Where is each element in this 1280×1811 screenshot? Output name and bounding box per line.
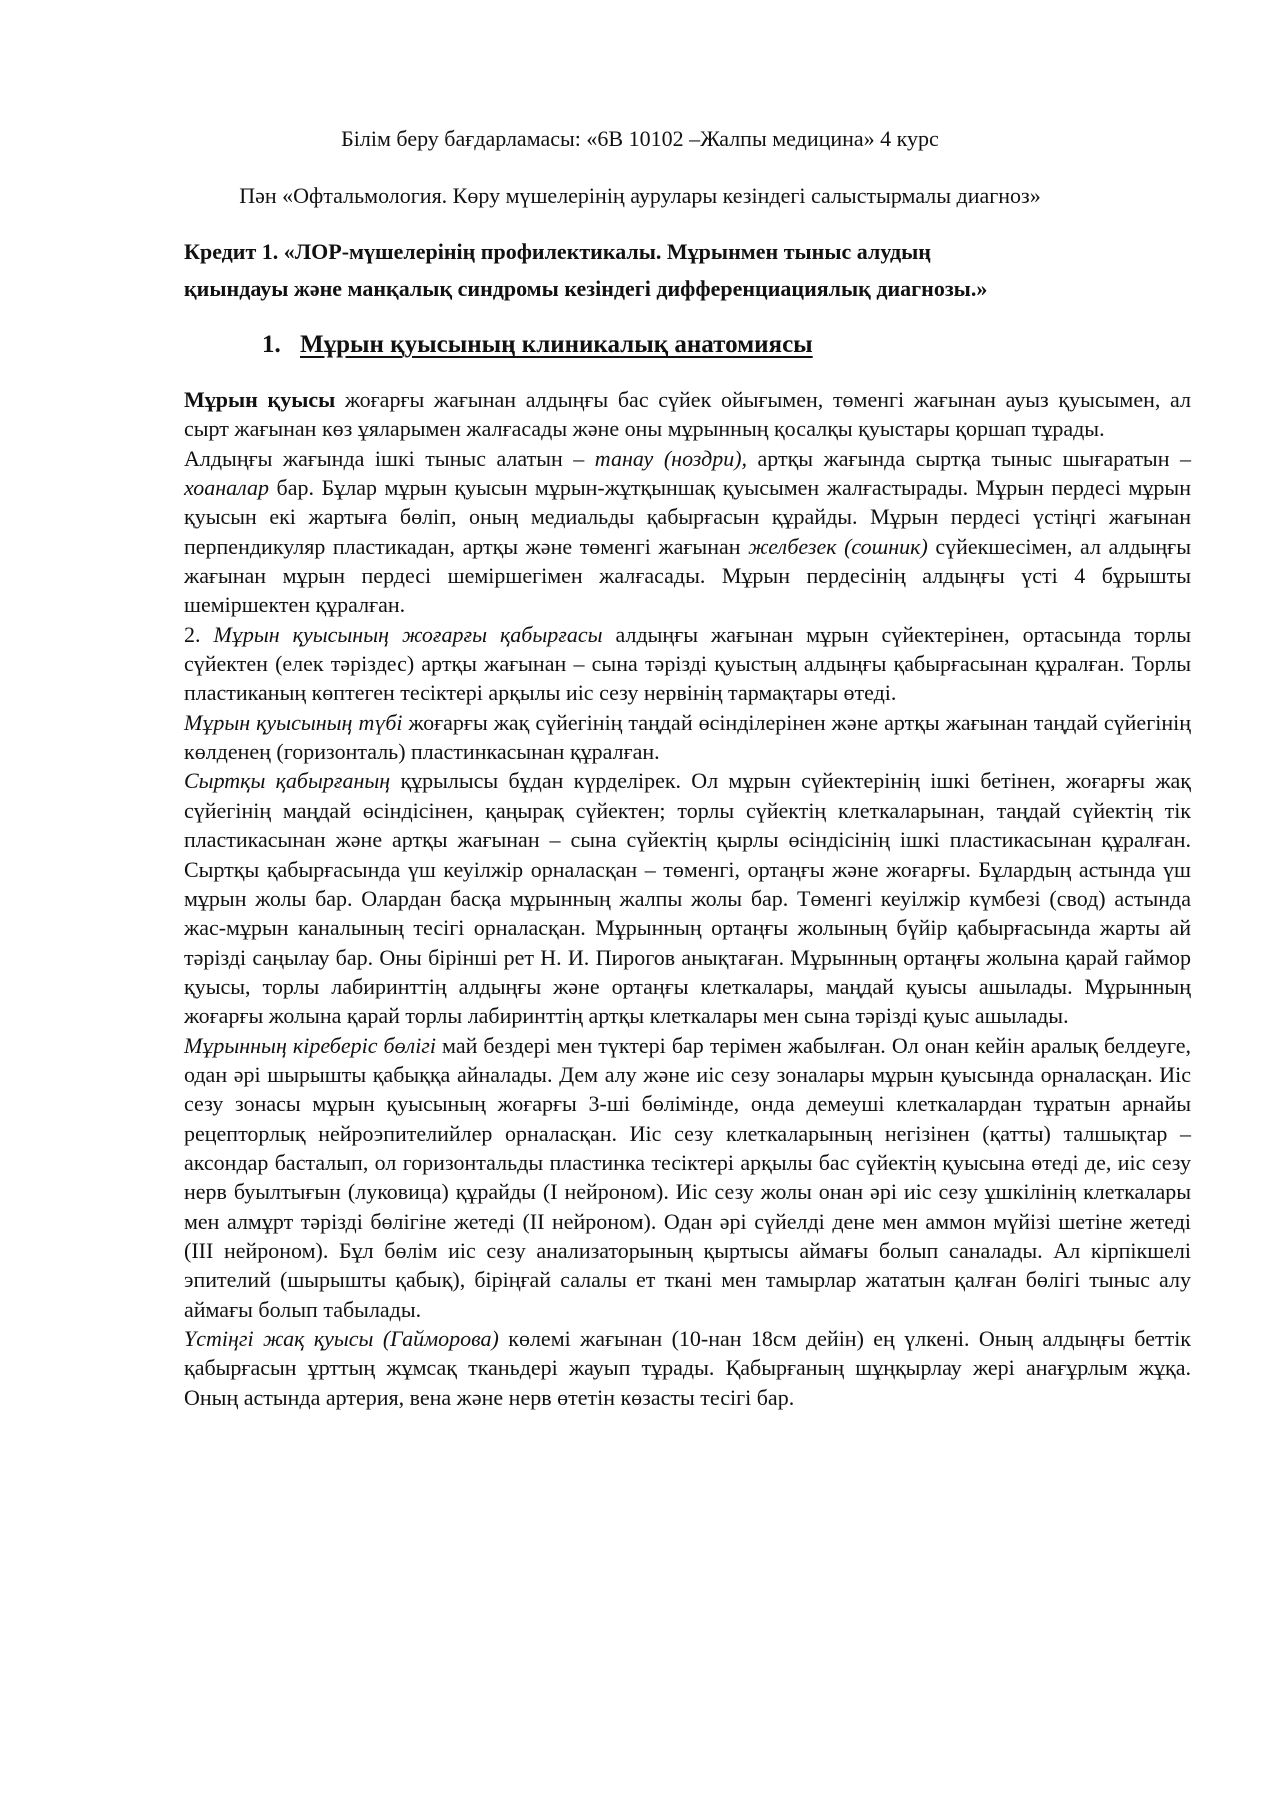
- credit-title-line-2: қиындауы және манқалық синдромы кезіндегі дифференциациялық диагнозы.»: [184, 276, 988, 301]
- term-vomer: желбезек (сошник): [748, 533, 928, 559]
- paragraph-text: бар. Бұлар мұрын қуысын мұрын-жұтқыншақ қуысымен жалғастырады. Мұрын пердесі мұрын қуысын екі жартыға бөліп, оның медиальды қабырғасын құрайды. Мұрын пердесі үстіңгі жағынан перпендикуляр пластикадан, артқы және төменгі жағынан: [184, 475, 1191, 559]
- program-line: Білім беру бағдарламасы: «6В 10102 –Жалпы медицина» 4 курс: [341, 126, 939, 151]
- section-heading: [262, 327, 813, 363]
- section-title: Мұрын қуысының клиникалық анатомиясы: [300, 331, 813, 358]
- paragraph-text: алдыңғы жағынан мұрын сүйектерінен, ортасында торлы сүйектен (елек тәріздес) артқы жағынан – сына тәрізді қуыстың алдыңғы қабырғасынан құралған. Торлы пластиканың көптеген тесіктері арқылы иіс сезу нервінің тармақтары өтеді.: [184, 621, 1191, 706]
- paragraph-nasal-cavity: [184, 385, 1191, 444]
- paragraph-maxillary-sinus: [184, 1324, 1191, 1412]
- paragraph-text: көлемі жағынан (10-нан 18см дейін) ең үлкені. Оның алдыңғы беттік қабырғасын ұрттың жұмсақ тканьдері жауып тұрады. Қабырғаның шұңқырлау жері анағұрлым жұқа. Оның астында артерия, вена және нерв өтетін көзасты тесігі бар.: [184, 1326, 1191, 1410]
- paragraph-text: құрылысы бұдан күрделірек. Ол мұрын сүйектерінің ішкі бетінен, жоғарғы жақ сүйегінің маңдай өсіндісінен, қаңырақ сүйектен; торлы сүйектің клеткаларынан, таңдай сүйектің тік пластикасынан және артқы жағынан – сына сүйектің қырлы өсіндісінің ішкі пластикасынан құралған. Сыртқы қабырғасында үш кеуілжір орналасқан – төменгі, ортаңғы және жоғарғы. Бұлардың астында үш мұрын жолы бар. Олардан басқа мұрынның жалпы жолы бар. Төменгі кеуілжір күмбезі (свод) астында жас-мұрын каналының тесігі орналасқан. Мұрынның ортаңғы жолының бүйір қабырғасында жарты ай тәрізді саңылау бар. Оны бірінші рет Н. И. Пирогов анықтаған. Мұрынның ортаңғы жолына қарай гаймор қуысы, торлы лабиринттің алдыңғы және ортаңғы клеткалары, маңдай қуысы ашылады. Мұрынның жоғарғы жолына қарай торлы лабиринттің артқы клеткалары мен сына тәрізді қуыс ашылады.: [184, 768, 1191, 1029]
- paragraph-text: май бездері мен түктері бар терімен жабылған. Ол онан кейін аралық белдеуге, одан әрі шырышты қабыққа айналады. Дем алу және иіс сезу зоналары мұрын қуысында орналасқан. Иіс сезу зонасы мұрын қуысының жоғарғы 3-ші бөлімінде, онда демеуші клеткалардан тұратын арнайы рецепторлық нейроэпителийлер орналасқан. Иіс сезу клеткаларының негізінен (қатты) талшықтар – аксондар басталып, ол горизонтальды пластинка тесіктері арқылы бас сүйектің қуысына өтеді де, иіс сезу нерв буылтығын (луковица) құрайды (І нейроном). Иіс сезу жолы онан әрі иіс сезу ұшкілінің клеткалары мен алмұрт тәрізді бөлігіне жетеді (ІІ нейроном). Одан әрі сүйелді дене мен аммон мүйізі шетіне жетеді (ІІІ нейроном). Бұл бөлім иіс сезу анализаторының қыртысы аймағы болып саналады. Ал кірпікшелі эпителий (шырышты қабық), біріңғай салалы ет ткані мен тамырлар жататын қалған бөлігі тыныс алу аймағы болып табылады.: [184, 1032, 1191, 1322]
- paragraph-text: 2.: [184, 621, 214, 647]
- credit-title: [184, 233, 1104, 307]
- term-choanae: хоаналар: [184, 475, 269, 501]
- paragraph-floor: [184, 708, 1191, 767]
- paragraph-upper-wall: [184, 620, 1191, 708]
- paragraph-text: сүйекшесімен, ал алдыңғы жағынан мұрын пердесі шеміршегімен жалғасады. Мұрын пердесінің алдыңғы үсті 4 бұрышты шеміршектен құралған.: [184, 533, 1191, 618]
- term-vestibule: Мұрынның кіреберіс бөлігі: [184, 1032, 437, 1058]
- paragraph-text: жоғарғы жақ сүйегінің таңдай өсінділерінен және артқы жағынан таңдай сүйегінің көлденең (горизонталь) пластинкасынан құралған.: [184, 709, 1191, 765]
- subject-line: Пән «Офтальмология. Көру мүшелерінің аурулары кезіндегі салыстырмалы диагноз»: [239, 183, 1041, 208]
- credit-title-line-1: Кредит 1. «ЛОР-мүшелерінің профилектикалы. Мұрынмен тыныс алудың: [184, 239, 931, 264]
- term-lateral-wall: Сыртқы қабырғаның: [184, 768, 391, 794]
- paragraph-vestibule: [184, 1031, 1191, 1324]
- paragraph-lateral-wall: [184, 766, 1191, 1030]
- paragraph-text: Алдыңғы жағында ішкі тыныс алатын –: [184, 445, 595, 471]
- paragraph-text: жоғарғы жағынан алдыңғы бас сүйек ойығымен, төменгі жағынан ауыз қуысымен, ал сырт жағынан көз ұяларымен жалғасады және оны мұрынның қосалқы қуыстары қоршап тұрады.: [184, 387, 1191, 442]
- term-floor: Мұрын қуысының түбі: [184, 709, 403, 735]
- body-text: [184, 385, 1191, 1412]
- paragraph-nostrils-septum: [184, 444, 1191, 620]
- paragraph-text: артқы жағында сыртқа тыныс шығаратын –: [747, 445, 1191, 471]
- section-number: 1.: [262, 331, 281, 358]
- term-nostrils: танау (ноздри),: [594, 445, 748, 471]
- term-nasal-cavity: Мұрын қуысы: [184, 387, 336, 412]
- term-maxillary-sinus: Үстіңгі жақ қуысы (Гайморова): [184, 1326, 499, 1351]
- term-upper-wall: Мұрын қуысының жоғарғы қабырғасы: [213, 621, 603, 647]
